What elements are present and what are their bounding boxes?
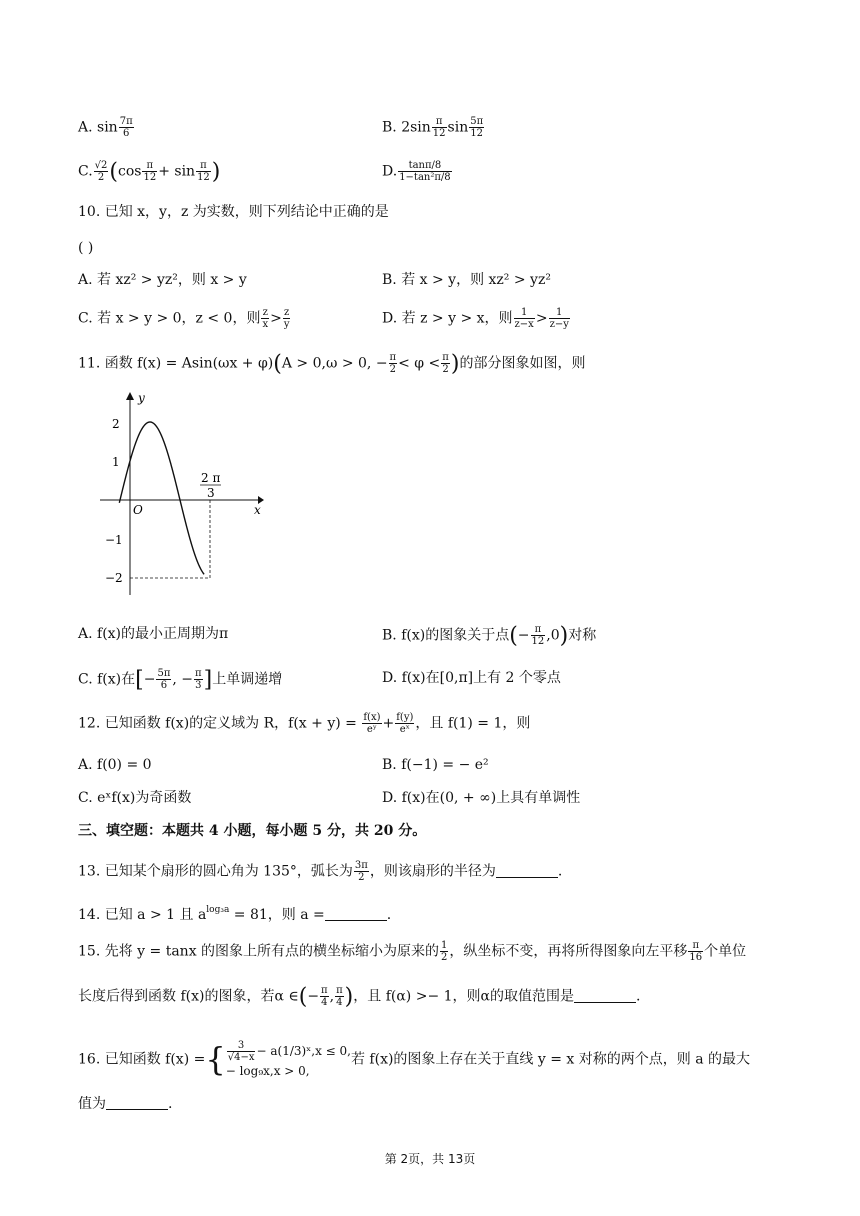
- q16-answer-blank: [106, 1097, 168, 1110]
- y-tick-1: 1: [112, 455, 120, 469]
- q15-answer-blank: [574, 990, 636, 1003]
- section-heading: 三、填空题：本题共 4 小题，每小题 5 分，共 20 分。: [78, 823, 427, 839]
- q9-option-c: C. $\frac{√2}{2}$ (cos $\frac{\pi}{12}$ + sin $\frac{\pi}{12}$ ): [78, 159, 221, 185]
- q15-line2: 长度后得到函数 f(x)的图象，若α ∈(− $\frac{\pi}{4}$ , $\frac{\pi}{4}$ )，且 f(α) >− 1，则α的取值范围是 .: [78, 984, 641, 1010]
- sine-graph: [100, 390, 270, 600]
- q14: 14. 已知 a > 1 且 $a^{log_3a} = 81$，则 a = .: [78, 905, 392, 923]
- page-footer: 第 2页，共 13页: [384, 1152, 476, 1166]
- q10-answer-paren: ( ): [78, 240, 94, 256]
- q9-option-a: A. sin $\frac{7\pi}{6}$: [78, 116, 133, 139]
- y-axis-arrow-icon: [126, 392, 134, 400]
- q11-stem: 11. 函数 f(x) = Asin(ωx + φ)(A > 0,ω > 0, − $\frac{\pi}{2}$ < φ < $\frac{\pi}{2}$ )的部分图象如图，则: [78, 351, 586, 377]
- q9-option-b: B. 2sin $\frac{\pi}{12}$ sin $\frac{5\pi}{12}$: [382, 116, 484, 139]
- q12-option-d: D. f(x)在(0, + ∞)上具有单调性: [382, 790, 581, 806]
- q11-option-d: D. f(x)在[0,π]上有 2 个零点: [382, 670, 561, 686]
- q12-option-a: A. f(0) = 0: [78, 757, 152, 773]
- q15-line1: 15. 先将 y = tanx 的图象上所有点的横坐标缩小为原来的 $\frac{1}{2}$ ，纵坐标不变，再将所得图象向左平移 $\frac{\pi}{16}$ 个单位: [78, 940, 747, 963]
- annotation-numerator: 2 π: [201, 471, 221, 485]
- q11-option-a: A. f(x)的最小正周期为π: [78, 626, 229, 642]
- q16-line2: 值为 .: [78, 1096, 173, 1112]
- q9-option-d: D. $\frac{\tan\pi/8}{\text{1−tan²π/8}}$: [382, 160, 451, 183]
- q16-line1: 16. 已知函数 f(x) ={ $\frac{3}{√4-x}$ − a(1/3)ˣ,x ≤ 0, − log₉x,x > 0, 若 f(x)的图象上存在关于直线 y = x 对称的两个点，则 a 的最大: [78, 1040, 751, 1079]
- q14-answer-blank: [325, 908, 387, 921]
- q10-option-c: C. 若 x > y > 0，z < 0，则 $\frac{z}{x}$ > $\frac{z}{y}$: [78, 307, 290, 330]
- q12-option-c: C. eˣf(x)为奇函数: [78, 790, 192, 806]
- y-tick-2: 2: [112, 417, 120, 431]
- q12-option-b: B. f(−1) = − e²: [382, 757, 489, 773]
- q10-option-b: B. 若 x > y，则 xz² > yz²: [382, 272, 551, 288]
- q11-option-c: C. f(x)在[− $\frac{5\pi}{6}$ , − $\frac{\pi}{3}$ ]上单调递增: [78, 667, 283, 693]
- y-axis-label: y: [138, 391, 145, 405]
- origin-label: O: [133, 503, 143, 517]
- q12-stem: 12. 已知函数 f(x)的定义域为 R，f(x + y) = $\frac{f(x)}{\text{eʸ}}$ + $\frac{f(y)}{\text{eˣ}}$ ，且 f(1) = 1，则: [78, 712, 531, 735]
- y-tick-neg2: −2: [105, 571, 123, 585]
- x-axis-label: x: [254, 503, 261, 517]
- q10-stem: 10. 已知 x，y，z 为实数，则下列结论中正确的是: [78, 204, 389, 220]
- q13-answer-blank: [496, 865, 558, 878]
- sine-curve: [119, 422, 204, 574]
- q10-option-d: D. 若 z > y > x，则 $\frac{1}{z-x}$ > $\frac{1}{z-y}$: [382, 307, 569, 330]
- annotation-denominator: 3: [207, 486, 215, 500]
- q10-option-a: A. 若 xz² > yz²，则 x > y: [78, 272, 247, 288]
- y-tick-neg1: −1: [105, 533, 123, 547]
- q13: 13. 已知某个扇形的圆心角为 135°，弧长为 $\frac{3\pi}{2}$ ，则该扇形的半径为 .: [78, 860, 563, 883]
- q11-option-b: B. f(x)的图象关于点(− $\frac{\pi}{12}$ ,0)对称: [382, 623, 597, 649]
